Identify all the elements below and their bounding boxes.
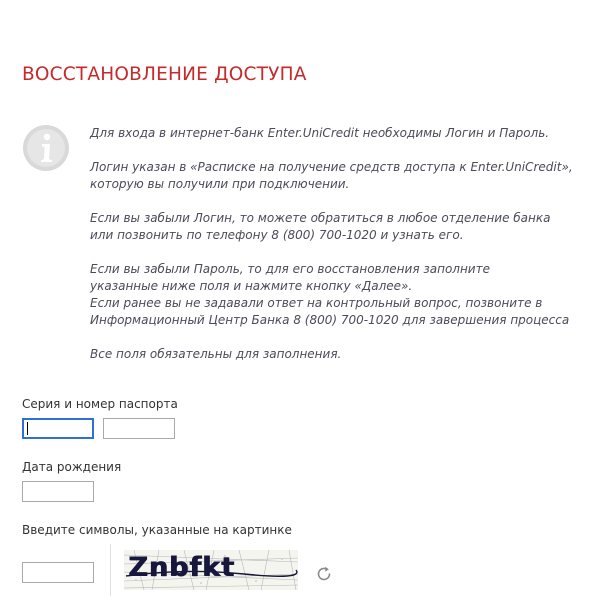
info-text-block [90,125,580,380]
page-title: ВОССТАНОВЛЕНИЕ ДОСТУПА [22,64,307,85]
info-icon [22,124,70,172]
refresh-icon[interactable] [315,565,333,583]
captcha-image [124,550,298,590]
info-paragraph: Если вы забыли Логин, то можете обратиться в любое отделение банка или позвонить по телефону 8 (800) 700-1020 и узнать его. [90,211,551,242]
divider [110,544,111,596]
birthdate-input[interactable] [22,481,94,502]
text-caret [27,422,28,435]
captcha-text: Znbfkt [128,552,235,583]
passport-series-input[interactable] [22,418,94,439]
birthdate-label: Дата рождения [22,460,122,474]
info-paragraph: Если ранее вы не задавали ответ на контрольный вопрос, позвоните в Информационный Центр Банка 8 (800) 700-1020 для завершения процесса [90,296,570,327]
passport-number-input[interactable] [103,418,175,439]
captcha-label: Введите символы, указанные на картинке [22,523,292,537]
info-paragraph: Все поля обязательны для заполнения. [90,347,342,361]
info-paragraph: Для входа в интернет-банк Enter.UniCredit необходимы Логин и Пароль. [90,126,550,140]
passport-label: Серия и номер паспорта [22,397,178,411]
captcha-input[interactable] [22,562,94,583]
info-paragraph: Логин указан в «Расписке на получение средств доступа к Enter.UniCredit», которую вы получили при подключении. [90,160,573,191]
info-paragraph: Если вы забыли Пароль, то для его восстановления заполните указанные ниже поля и нажмите кнопку «Далее». [90,262,490,293]
